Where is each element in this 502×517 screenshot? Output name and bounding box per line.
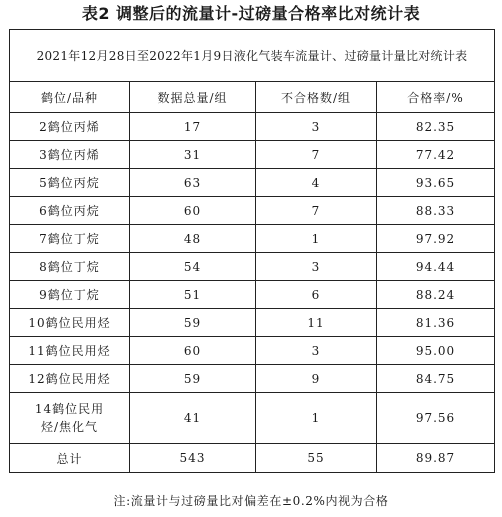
station-cell: 2鹤位丙烯 <box>10 113 130 141</box>
table-row <box>10 281 495 309</box>
station-cell: 8鹤位丁烷 <box>10 253 130 281</box>
table-row <box>10 309 495 337</box>
station-cell: 11鹤位民用烃 <box>10 337 130 365</box>
rate-cell: 95.00 <box>377 337 495 365</box>
station-cell: 7鹤位丁烷 <box>10 225 130 253</box>
table-row <box>10 141 495 169</box>
total-cell: 48 <box>130 225 256 253</box>
column-header-failed: 不合格数/组 <box>256 82 377 113</box>
total-cell: 17 <box>130 113 256 141</box>
failed-cell: 4 <box>256 169 377 197</box>
table-row <box>10 169 495 197</box>
total-cell: 59 <box>130 365 256 393</box>
footnote: 注:流量计与过磅量比对偏差在±0.2%内视为合格 <box>113 494 389 508</box>
station-cell: 3鹤位丙烯 <box>10 141 130 169</box>
rate-cell: 97.92 <box>377 225 495 253</box>
failed-cell: 11 <box>256 309 377 337</box>
station-cell: 10鹤位民用烃 <box>10 309 130 337</box>
table-row <box>10 225 495 253</box>
rate-cell: 93.65 <box>377 169 495 197</box>
failed-cell: 7 <box>256 141 377 169</box>
caption-row <box>10 30 495 82</box>
failed-cell: 3 <box>256 113 377 141</box>
rate-cell: 82.35 <box>377 113 495 141</box>
header-row <box>10 82 495 113</box>
total-cell: 60 <box>130 197 256 225</box>
total-failed-cell: 55 <box>256 444 377 473</box>
failed-cell: 3 <box>256 337 377 365</box>
total-cell: 31 <box>130 141 256 169</box>
table-row <box>10 113 495 141</box>
table-caption: 2021年12月28日至2022年1月9日液化气装车流量计、过磅量计量比对统计表 <box>10 30 495 82</box>
rate-cell: 81.36 <box>377 309 495 337</box>
total-label: 总计 <box>10 444 130 473</box>
column-header-total: 数据总量/组 <box>130 82 256 113</box>
rate-cell: 88.33 <box>377 197 495 225</box>
station-cell: 12鹤位民用烃 <box>10 365 130 393</box>
failed-cell: 3 <box>256 253 377 281</box>
rate-cell: 77.42 <box>377 141 495 169</box>
total-cell: 63 <box>130 169 256 197</box>
total-row <box>10 444 495 473</box>
failed-cell: 7 <box>256 197 377 225</box>
station-cell: 14鹤位民用烃/焦化气 <box>10 393 130 444</box>
failed-cell: 6 <box>256 281 377 309</box>
station-cell: 9鹤位丁烷 <box>10 281 130 309</box>
failed-cell: 9 <box>256 365 377 393</box>
table-row <box>10 393 495 444</box>
rate-cell: 84.75 <box>377 365 495 393</box>
table-title: 表2 调整后的流量计-过磅量合格率比对统计表 <box>81 4 421 23</box>
total-cell: 51 <box>130 281 256 309</box>
table-row <box>10 337 495 365</box>
rate-cell: 97.56 <box>377 393 495 444</box>
rate-cell: 94.44 <box>377 253 495 281</box>
rate-cell: 88.24 <box>377 281 495 309</box>
total-rate-cell: 89.87 <box>377 444 495 473</box>
failed-cell: 1 <box>256 393 377 444</box>
total-cell: 41 <box>130 393 256 444</box>
column-header-station: 鹤位/品种 <box>10 82 130 113</box>
table-row <box>10 365 495 393</box>
total-count-cell: 543 <box>130 444 256 473</box>
column-header-rate: 合格率/% <box>377 82 495 113</box>
total-cell: 54 <box>130 253 256 281</box>
failed-cell: 1 <box>256 225 377 253</box>
station-cell: 6鹤位丙烷 <box>10 197 130 225</box>
table-row <box>10 253 495 281</box>
comparison-table <box>9 29 495 473</box>
table-row <box>10 197 495 225</box>
total-cell: 60 <box>130 337 256 365</box>
station-cell: 5鹤位丙烷 <box>10 169 130 197</box>
total-cell: 59 <box>130 309 256 337</box>
